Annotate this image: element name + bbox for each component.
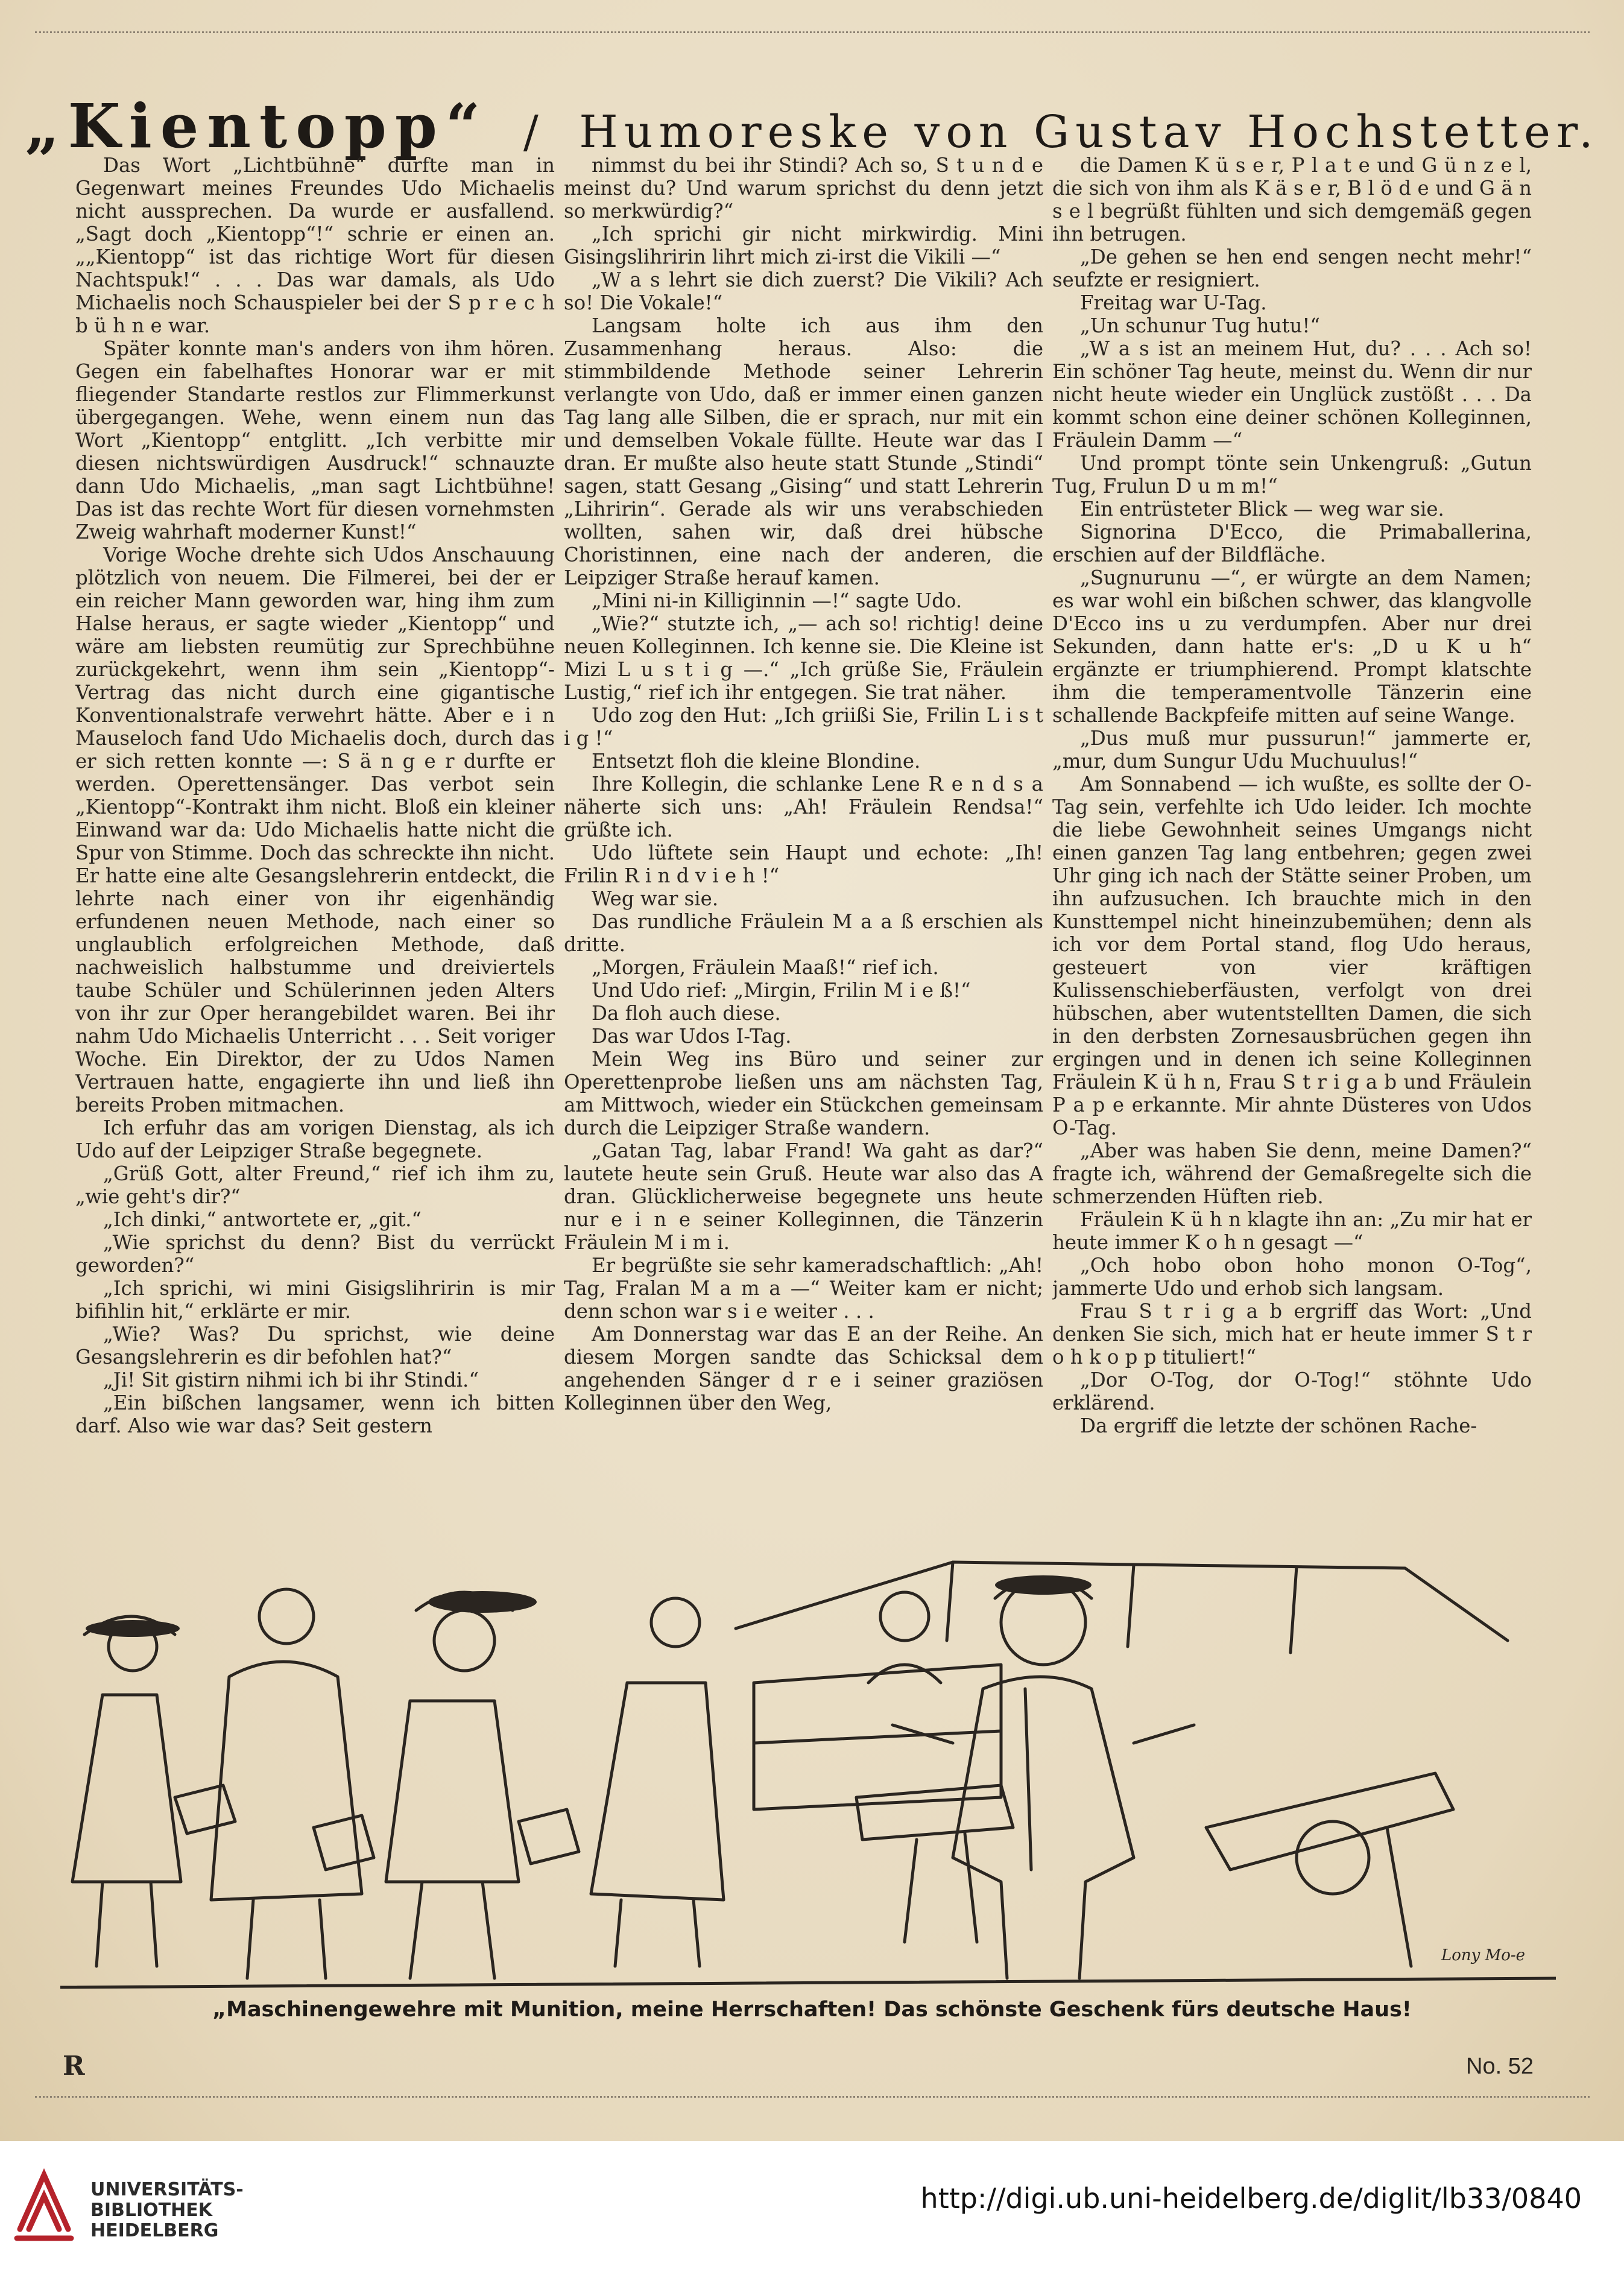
paragraph: Das war Udos I-Tag. — [592, 1025, 792, 1048]
paragraph: Da floh auch diese. — [592, 1002, 781, 1025]
paragraph: „Aber was haben Sie denn, meine Damen?“ fragte ich, während der Gemaßregelte sich die schmerzenden Hüften rieb. — [1052, 1139, 1532, 1208]
paragraph: Vorige Woche drehte sich Udos Anschauung plötzlich von neuem. Die Filmerei, bei der er ein reicher Mann geworden war, hing ihm zum Halse heraus, er sagte wieder „Kientopp“ und wäre am liebsten reumütig zur Sprechbühne zurückgekehrt, wenn ihm sein „Kientopp“-Vertrag das nicht durch eine gigantische Konventionalstrafe verwehrt hätte. Aber e i n Mauseloch fand Udo Michaelis doch, durch das er sich retten konnte —: S ä n g e r durfte er werden. Operettensänger. Das verbot sein „Kientopp“-Kontrakt ihm nicht. Bloß ein kleiner Einwand war da: Udo Michaelis hatte nicht die Spur von Stimme. Doch das schreckte ihn nicht. Er hatte eine alte Gesangslehrerin entdeckt, die lehrte nach einer von ihr eigenhändig erfundenen neuen Methode, nach einer so unglaublich erfolgreichen Methode, daß nachweislich halbstumme und dreiviertels taube Schüler und Schülerinnen jeden Alters von ihr zur Oper herangebildet waren. Bei ihr nahm Udo Michaelis Unterricht . . . Seit voriger Woche. Ein Direktor, der zu Udos Namen Vertrauen hatte, engagierte ihn und ließ ihn bereits Proben mitmachen. — [75, 543, 555, 1116]
paragraph: „Ich dinki,“ antwortete er, „git.“ — [103, 1208, 422, 1231]
paragraph: Später konnte man's anders von ihm hören. Gegen ein fabelhaftes Honorar war er mit fliegender Standarte restlos zur Flimmerkunst übergegangen. Wehe, wenn einem nun das Wort „Kientopp“ entglitt. „Ich verbitte mir diesen nichtswürdigen Ausdruck!“ schnauzte dann Udo Michaelis, „man sagt Lichtbühne! Das ist das rechte Wort für diesen vornehmsten Zweig wahrhaft moderner Kunst!“ — [75, 337, 555, 543]
market-awning — [736, 1562, 1508, 1641]
machine-gun-toy — [856, 1785, 1013, 1942]
toy-cannon — [1206, 1773, 1453, 1966]
illustration-signature: Lony Mo-e — [1441, 1946, 1526, 1964]
ground-line — [60, 1978, 1556, 1987]
paragraph: Langsam holte ich aus ihm den Zusammenhang heraus. Also: die stimmbildende Methode seiner Lehrerin verlangte von Udo, daß er immer einen ganzen Tag lang alle Silben, die er sprach, nur mit ein und demselben Vokale füllte. Heute war das I dran. Er mußte also heute statt Stunde „Stindi“ sagen, statt Gesang „Gising“ und statt Lehrerin „Lihririn“. Gerade als wir uns verabschieden wollten, sahen wir, daß drei hübsche Choristinnen, eine nach der anderen, die Leipziger Straße herauf kamen. — [564, 314, 1043, 589]
paragraph: Ihre Kollegin, die schlanke Lene R e n d s a näherte sich uns: „Ah! Fräulein Rendsa!“ grüßte ich. — [564, 773, 1043, 841]
vendor-man — [893, 1577, 1194, 1978]
paragraph: „Sugnurunu —“, er würgte an dem Namen; es war wohl ein bißchen schwer, das klangvolle D'Ecco ins u zu verdumpfen. Aber nur drei Sekunden, dann hatte er's: „D u K u h“ ergänzte er triumphierend. Prompt klatschte ihm die temperamentvolle Tänzerin eine schallende Backpfeife mitten auf seine Wange. — [1052, 566, 1532, 727]
toy-packages — [175, 1785, 579, 1870]
paragraph: Da ergriff die letzte der schönen Rache- — [1080, 1414, 1477, 1437]
shopper-woman-left — [72, 1616, 181, 1966]
paragraph: „Gatan Tag, labar Frand! Wa gaht as dar?“ lautete heute sein Gruß. Heute war also das A dran. Glücklicherweise begegnete uns heute nur e i n e seiner Kolleginnen, die Tänzerin Fräulein M i m i. — [564, 1139, 1043, 1254]
paragraph: „Ji! Sit gistirn nihmi ich bi ihr Stindi.“ — [103, 1369, 479, 1391]
digitization-url[interactable]: http://digi.ub.uni-heidelberg.de/diglit/lb33/0840 — [920, 2182, 1582, 2215]
institution-name: UNIVERSITÄTS- BIBLIOTHEK HEIDELBERG — [90, 2179, 244, 2241]
paragraph: Ein entrüsteter Blick — weg war sie. — [1080, 498, 1444, 521]
paragraph: „Och hobo obon hoho monon O-Tog“, jammerte Udo und erhob sich langsam. — [1052, 1254, 1532, 1300]
paragraph: „Wie sprichst du denn? Bist du verrückt geworden?“ — [75, 1231, 555, 1277]
paragraph: „W a s ist an meinem Hut, du? . . . Ach so! Ein schöner Tag heute, meinst du. Wenn dir nur nicht heute wieder ein Unglück zustößt . . . Da kommt schon eine deiner schönen Kolleginnen, Fräulein Damm —“ — [1052, 337, 1532, 452]
paragraph: „Ein bißchen langsamer, wenn ich bitten darf. Also wie war das? Seit gestern — [75, 1391, 555, 1437]
paragraph: Weg war sie. — [592, 887, 719, 910]
illustration-caption: „Maschinengewehre mit Munition, meine Herrschaften! Das schönste Geschenk fürs deutsche Haus! — [212, 1998, 1412, 2022]
paragraph: Freitag war U-Tag. — [1080, 291, 1267, 314]
paragraph: „De gehen se hen end sengen necht mehr!“ seufzte er resigniert. — [1052, 245, 1532, 291]
paragraph: Entsetzt floh die kleine Blondine. — [592, 750, 921, 773]
issue-number: No. 52 — [1466, 2054, 1534, 2079]
university-library-logo-icon — [11, 2163, 77, 2247]
paragraph: „Wie? Was? Du sprichst, wie deine Gesangslehrerin es dir befohlen hat?“ — [75, 1323, 555, 1369]
paragraph: „W a s lehrt sie dich zuerst? Die Vikili? Ach so! Die Vokale!“ — [564, 268, 1043, 314]
paragraph: Udo lüftete sein Haupt und echote: „Ih! Frilin R i n d v i e h !“ — [564, 841, 1043, 887]
paragraph: Udo zog den Hut: „Ich griißi Sie, Frilin L i s t i g !“ — [564, 704, 1043, 750]
title-separator: / — [523, 106, 545, 158]
article-title — [0, 90, 1624, 162]
paragraph: nimmst du bei ihr Stindi? Ach so, S t u n d e meinst du? Und warum sprichst du denn jetzt so merkwürdig?“ — [564, 154, 1043, 223]
paragraph: „Ich sprichi, wi mini Gisigslihririn is mir bifihlin hit,“ erklärte er mir. — [75, 1277, 555, 1323]
text-column-2 — [564, 154, 1043, 1475]
paragraph: „Ich sprichi gir nicht mirkwirdig. Mini Gisingslihririn lihrt mich zi-irst die Vikili —“ — [564, 223, 1043, 268]
library-footer — [0, 2141, 1624, 2269]
paragraph: Und Udo rief: „Mirgin, Frilin M i e ß!“ — [592, 979, 971, 1002]
paragraph: Und prompt tönte sein Unkengruß: „Gutun Tug, Frulun D u m m!“ — [1052, 452, 1532, 498]
paragraph: Er begrüßte sie sehr kameradschaftlich: „Ah! Tag, Fralan M a m a —“ Weiter kam er nicht; denn schon war s i e weiter . . . — [564, 1254, 1043, 1323]
paragraph: Das Wort „Lichtbühne“ durfte man in Gegenwart meines Freundes Udo Michaelis nicht aussprechen. Da wurde er ausfallend. „Sagt doch „Kientopp“!“ schrie er einen an. „„Kientopp“ ist das richtige Wort für diesen Nachtspuk!“ . . . Das war damals, als Udo Michaelis noch Schauspieler bei der S p r e c h b ü h n e war. — [75, 154, 555, 337]
paragraph: „Wie?“ stutzte ich, „— ach so! richtig! deine neuen Kolleginnen. Ich kenne sie. Die Kleine ist Mizi L u s t i g —.“ „Ich grüße Sie, Fräulein Lustig,“ rief ich ihr entgegen. Sie trat näher. — [564, 612, 1043, 704]
paragraph: Am Sonnabend — ich wußte, es sollte der O-Tag sein, verfehlte ich Udo leider. Ich mochte die liebe Gewohnheit seines Umgangs nicht einen ganzen Tag lang entbehren; gegen zwei Uhr ging ich nach der Stätte seiner Proben, um ihn aufzusuchen. Ich brauchte mich in den Kunsttempel nicht hineinzubemühen; denn als ich vor dem Portal stand, flog Udo heraus, gesteuert von vier kräftigen Kulissenschieberfäusten, verfolgt von drei hübschen, aber wutentstellten Damen, die sich in den derbsten Zornesausbrüchen gegen ihn ergingen und in denen ich seine Kolleginnen Fräulein K ü h n, Frau S t r i g a b und Fräulein P a p e erkannte. Mir ahnte Düsteres von Udos O-Tag. — [1052, 773, 1532, 1139]
paragraph: „Mini ni-in Killiginnin —!“ sagte Udo. — [592, 589, 962, 612]
title-subtitle: Humoreske von Gustav Hochstetter. — [579, 106, 1599, 158]
paragraph: Das rundliche Fräulein M a a ß erschien als dritte. — [564, 910, 1043, 956]
page-marker: R — [63, 2051, 85, 2081]
paragraph: „Morgen, Fräulein Maaß!“ rief ich. — [592, 956, 939, 979]
title-main: „Kientopp“ — [25, 90, 489, 162]
paragraph: Frau S t r i g a b ergriff das Wort: „Und denken Sie sich, mich hat er heute immer S t r o h k o p p tituliert!“ — [1052, 1300, 1532, 1369]
shopper-man-bearded — [386, 1592, 519, 1978]
paragraph: Mein Weg ins Büro und seiner zur Operettenprobe ließen uns am nächsten Tag, am Mittwoch, wieder ein Stückchen gemeinsam durch die Leipziger Straße wandern. — [564, 1048, 1043, 1139]
paragraph: „Dor O-Tog, dor O-Tog!“ stöhnte Udo erklärend. — [1052, 1369, 1532, 1414]
paragraph: Fräulein K ü h n klagte ihn an: „Zu mir hat er heute immer K o h n gesagt —“ — [1052, 1208, 1532, 1254]
paragraph: Am Donnerstag war das E an der Reihe. An diesem Morgen sandte das Schicksal dem angehenden Sänger d r e i seiner graziösen Kolleginnen über den Weg, — [564, 1323, 1043, 1414]
paragraph: „Un schunur Tug hutu!“ — [1080, 314, 1320, 337]
shopper-woman-coat — [591, 1598, 724, 1966]
market-illustration — [60, 1544, 1556, 2014]
paragraph: „Dus muß mur pussurun!“ jammerte er, „mur, dum Sungur Udu Muchuulus!“ — [1052, 727, 1532, 773]
text-column-3 — [1052, 154, 1532, 1475]
paragraph: Signorina D'Ecco, die Primaballerina, erschien auf der Bildfläche. — [1052, 521, 1532, 566]
paragraph: „Grüß Gott, alter Freund,“ rief ich ihm zu, „wie geht's dir?“ — [75, 1162, 555, 1208]
shopper-woman-fur — [211, 1589, 362, 1978]
text-column-1 — [75, 154, 555, 1475]
paragraph: Ich erfuhr das am vorigen Dienstag, als ich Udo auf der Leipziger Straße begegnete. — [75, 1116, 555, 1162]
paragraph: die Damen K ü s e r, P l a t e und G ü n z e l, die sich von ihm als K ä s e r, B l ö d e und G ä n s e l begrüßt fühlten und sich demgemäß gegen ihn betrugen. — [1052, 154, 1532, 245]
